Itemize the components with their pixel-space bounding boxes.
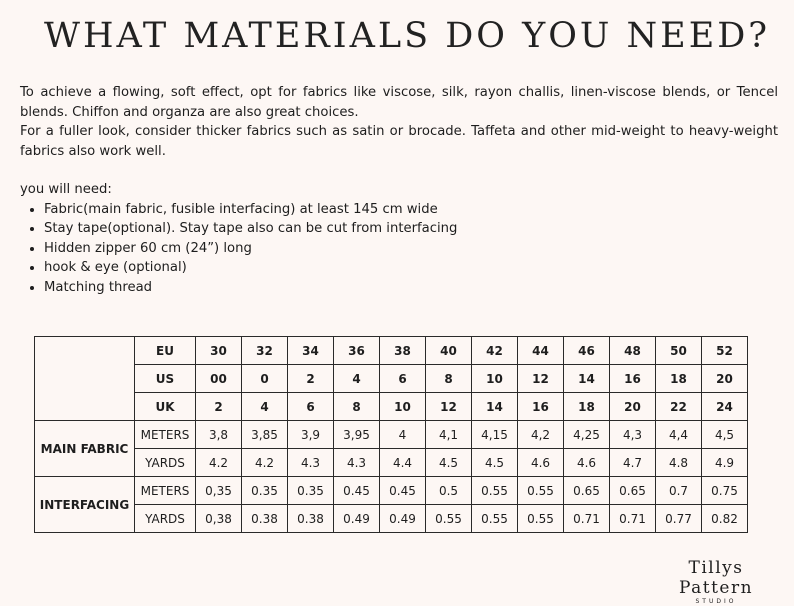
- quantity-cell: 4.3: [288, 449, 334, 477]
- quantity-cell: 0.49: [334, 505, 380, 533]
- quantity-cell: 4.5: [426, 449, 472, 477]
- quantity-cell: 4,25: [564, 421, 610, 449]
- quantity-cell: 0.49: [380, 505, 426, 533]
- quantity-cell: 0.71: [564, 505, 610, 533]
- quantity-cell: 4.5: [472, 449, 518, 477]
- quantity-cell: 0.45: [380, 477, 426, 505]
- quantity-cell: 4,15: [472, 421, 518, 449]
- table-row: [35, 421, 748, 449]
- quantity-cell: 3,9: [288, 421, 334, 449]
- size-cell: 6: [288, 393, 334, 421]
- brand-logo: [652, 558, 780, 606]
- quantity-cell: 0.55: [518, 477, 564, 505]
- table-row: [35, 477, 748, 505]
- size-cell: 52: [702, 337, 748, 365]
- quantity-cell: 0.71: [610, 505, 656, 533]
- size-system-label: US: [135, 365, 196, 393]
- quantity-cell: 0.55: [426, 505, 472, 533]
- quantity-cell: 0,35: [196, 477, 242, 505]
- quantity-cell: 0.55: [518, 505, 564, 533]
- size-cell: 38: [380, 337, 426, 365]
- quantity-cell: 0.35: [242, 477, 288, 505]
- quantity-cell: 3,95: [334, 421, 380, 449]
- intro-text: [20, 83, 778, 297]
- size-cell: 4: [334, 365, 380, 393]
- quantity-cell: 0.55: [472, 477, 518, 505]
- intro-paragraph-fuller: For a fuller look, consider thicker fabrics such as satin or brocade. Taffeta and other mid-weight to heavy-weight fabrics also work well.: [20, 124, 778, 159]
- quantity-cell: 0.38: [288, 505, 334, 533]
- needs-item: • hook & eye (optional): [44, 258, 778, 278]
- intro-paragraph-flowing: To achieve a flowing, soft effect, opt for fabrics like viscose, silk, rayon challis, linen-viscose blends, or Tencel blends. Chiffon and organza are also great choices.: [20, 85, 778, 120]
- quantity-cell: 4,2: [518, 421, 564, 449]
- unit-label: YARDS: [135, 449, 196, 477]
- size-row-uk: [35, 393, 748, 421]
- quantity-cell: 4.2: [196, 449, 242, 477]
- brand-subtitle: STUDIO: [695, 598, 737, 605]
- size-cell: 32: [242, 337, 288, 365]
- material-group-label: MAIN FABRIC: [35, 421, 135, 477]
- size-cell: 12: [426, 393, 472, 421]
- size-cell: 4: [242, 393, 288, 421]
- size-cell: 6: [380, 365, 426, 393]
- quantity-cell: 4,3: [610, 421, 656, 449]
- size-system-label: EU: [135, 337, 196, 365]
- brand-name: Tillys Pattern: [678, 558, 754, 598]
- size-cell: 16: [610, 365, 656, 393]
- size-cell: 24: [702, 393, 748, 421]
- size-cell: 34: [288, 337, 334, 365]
- size-cell: 14: [564, 365, 610, 393]
- quantity-cell: 4.8: [656, 449, 702, 477]
- size-cell: 42: [472, 337, 518, 365]
- needs-item: • Fabric(main fabric, fusible interfacing) at least 145 cm wide: [44, 200, 778, 220]
- needs-item: • Hidden zipper 60 cm (24”) long: [44, 239, 778, 259]
- quantity-cell: 0.35: [288, 477, 334, 505]
- needs-item: • Matching thread: [44, 278, 778, 298]
- size-cell: 14: [472, 393, 518, 421]
- quantity-cell: 4,4: [656, 421, 702, 449]
- size-cell: 18: [564, 393, 610, 421]
- quantity-cell: 0.55: [472, 505, 518, 533]
- quantity-cell: 4,1: [426, 421, 472, 449]
- size-cell: 12: [518, 365, 564, 393]
- quantity-cell: 4: [380, 421, 426, 449]
- quantity-cell: 3,85: [242, 421, 288, 449]
- needs-list: [20, 200, 778, 298]
- page-title: WHAT MATERIALS DO YOU NEED?: [44, 16, 771, 56]
- quantity-cell: 4.2: [242, 449, 288, 477]
- quantity-cell: 3,8: [196, 421, 242, 449]
- size-cell: 36: [334, 337, 380, 365]
- size-cell: 48: [610, 337, 656, 365]
- size-cell: 0: [242, 365, 288, 393]
- quantity-cell: 0.45: [334, 477, 380, 505]
- table-corner-cell: [35, 337, 135, 421]
- size-system-label: UK: [135, 393, 196, 421]
- quantity-cell: 0.38: [242, 505, 288, 533]
- quantity-cell: 0.82: [702, 505, 748, 533]
- size-cell: 8: [334, 393, 380, 421]
- size-cell: 20: [702, 365, 748, 393]
- size-cell: 20: [610, 393, 656, 421]
- size-cell: 8: [426, 365, 472, 393]
- size-row-eu: [35, 337, 748, 365]
- quantity-cell: 0.77: [656, 505, 702, 533]
- size-cell: 44: [518, 337, 564, 365]
- unit-label: METERS: [135, 421, 196, 449]
- quantity-cell: 0.5: [426, 477, 472, 505]
- unit-label: YARDS: [135, 505, 196, 533]
- quantity-cell: 4.6: [564, 449, 610, 477]
- quantity-cell: 4.4: [380, 449, 426, 477]
- size-cell: 00: [196, 365, 242, 393]
- size-cell: 40: [426, 337, 472, 365]
- needs-item: • Stay tape(optional). Stay tape also can be cut from interfacing: [44, 219, 778, 239]
- quantity-cell: 0.75: [702, 477, 748, 505]
- material-group-label: INTERFACING: [35, 477, 135, 533]
- table-row: [35, 505, 748, 533]
- table-row: [35, 449, 748, 477]
- quantity-cell: 4.9: [702, 449, 748, 477]
- quantity-cell: 0,38: [196, 505, 242, 533]
- quantity-cell: 4,5: [702, 421, 748, 449]
- size-cell: 2: [288, 365, 334, 393]
- quantity-cell: 0.7: [656, 477, 702, 505]
- size-row-us: [35, 365, 748, 393]
- size-cell: 22: [656, 393, 702, 421]
- quantity-cell: 4.7: [610, 449, 656, 477]
- size-cell: 18: [656, 365, 702, 393]
- quantity-cell: 4.3: [334, 449, 380, 477]
- size-cell: 10: [380, 393, 426, 421]
- size-cell: 50: [656, 337, 702, 365]
- needs-heading: you will need:: [20, 182, 112, 197]
- quantity-cell: 0.65: [564, 477, 610, 505]
- size-cell: 30: [196, 337, 242, 365]
- quantity-cell: 0.65: [610, 477, 656, 505]
- size-cell: 2: [196, 393, 242, 421]
- size-cell: 16: [518, 393, 564, 421]
- unit-label: METERS: [135, 477, 196, 505]
- quantity-cell: 4.6: [518, 449, 564, 477]
- size-cell: 10: [472, 365, 518, 393]
- size-cell: 46: [564, 337, 610, 365]
- size-chart-table: [34, 336, 748, 533]
